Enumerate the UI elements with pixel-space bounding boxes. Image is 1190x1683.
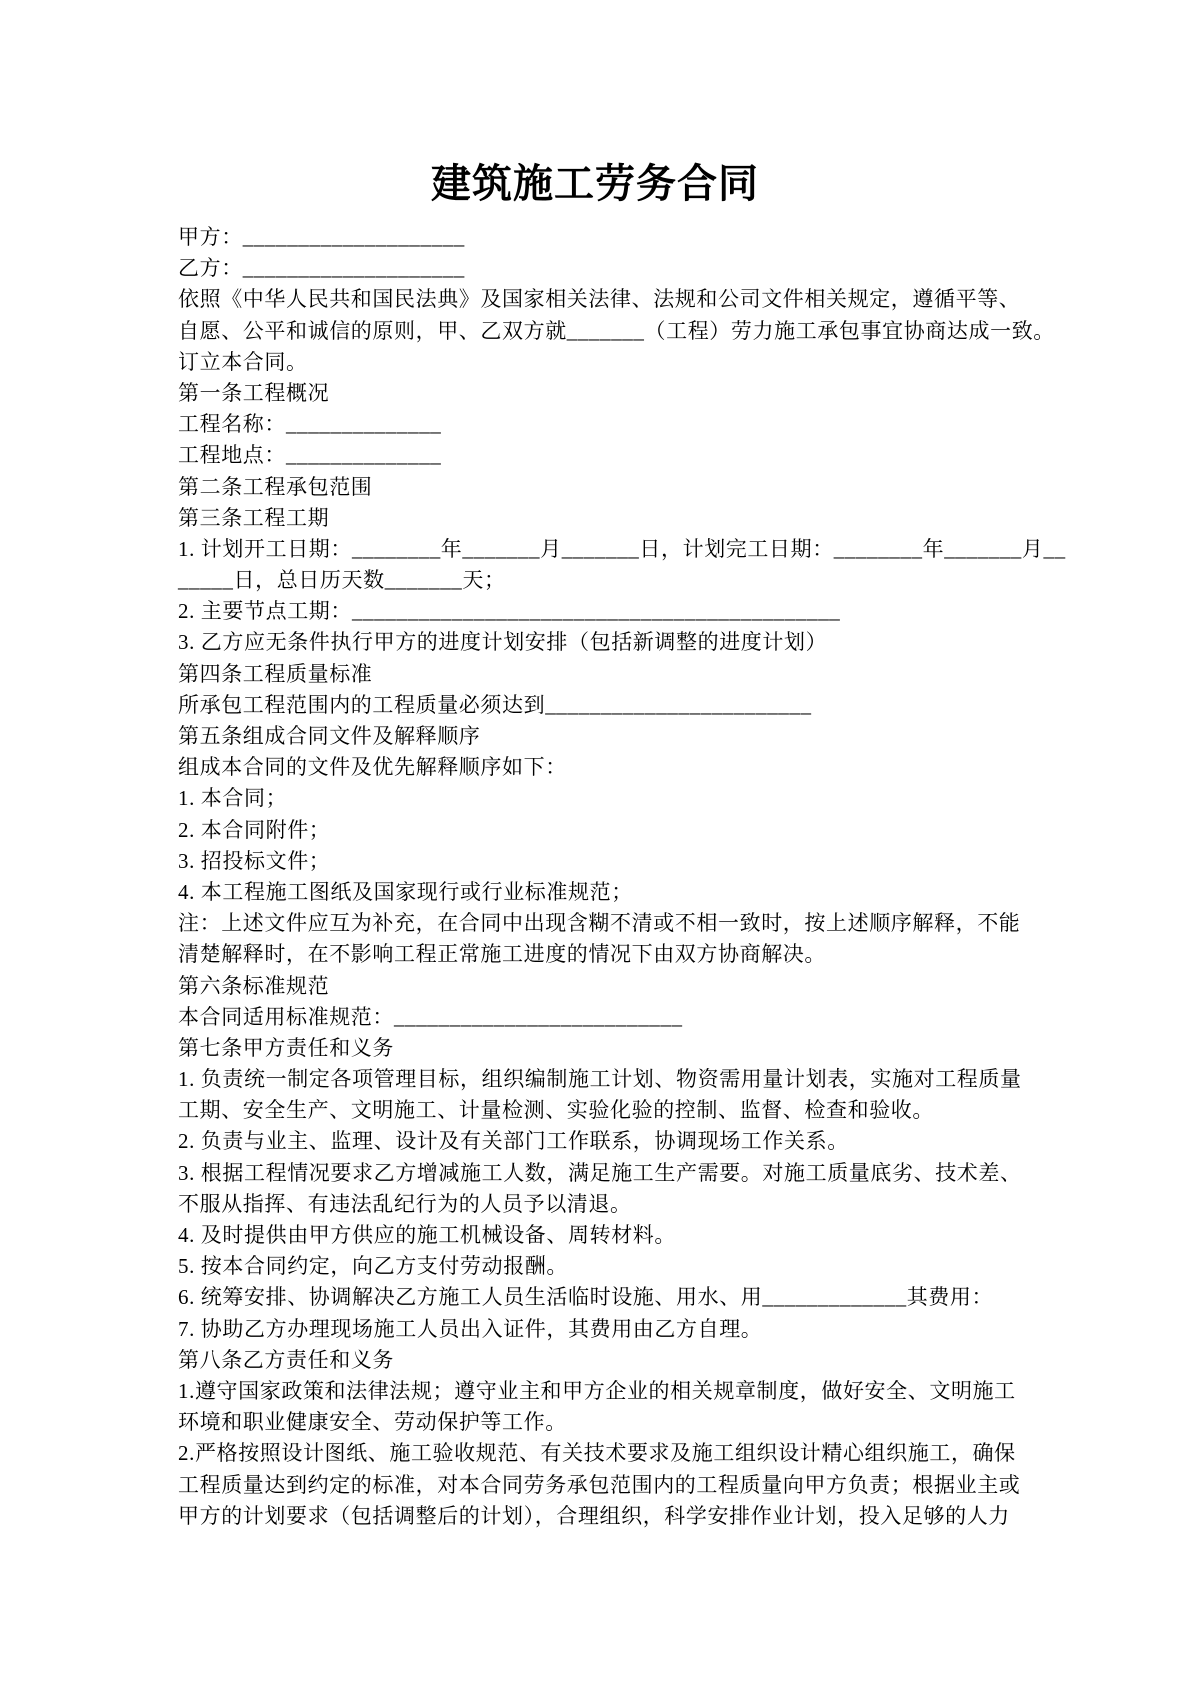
- contract-line: 7. 协助乙方办理现场施工人员出入证件，其费用由乙方自理。: [178, 1316, 763, 1341]
- contract-line: 第四条工程质量标准: [178, 661, 373, 686]
- contract-line: 6. 统筹安排、协调解决乙方施工人员生活临时设施、用水、用_____________其费用：: [178, 1285, 994, 1310]
- contract-line: _____日，总日历天数_______天；: [178, 568, 506, 593]
- contract-line: 3. 乙方应无条件执行甲方的进度计划安排（包括新调整的进度计划）: [178, 630, 828, 655]
- contract-line: 甲方：____________________: [178, 225, 465, 249]
- contract-line: 4. 本工程施工图纸及国家现行或行业标准规范；: [178, 879, 633, 904]
- contract-line: 1. 计划开工日期：________年_______月_______日，计划完工日期：________年_______月__: [178, 536, 1066, 561]
- contract-line: 订立本合同。: [178, 349, 308, 374]
- contract-body: [0, 222, 1190, 1532]
- contract-line: 不服从指挥、有违法乱纪行为的人员予以清退。: [178, 1191, 632, 1216]
- contract-line: 2. 本合同附件；: [178, 817, 331, 842]
- contract-line: 第五条组成合同文件及解释顺序: [178, 724, 481, 748]
- contract-line: 第八条乙方责任和义务: [178, 1347, 394, 1372]
- contract-line: 甲方的计划要求（包括调整后的计划），合理组织，科学安排作业计划，投入足够的人力: [178, 1503, 1010, 1528]
- contract-line: 本合同适用标准规范：__________________________: [178, 1004, 683, 1029]
- contract-line: 工期、安全生产、文明施工、计量检测、实验化验的控制、监督、检查和验收。: [178, 1098, 934, 1123]
- contract-line: 4. 及时提供由甲方供应的施工机械设备、周转材料。: [178, 1223, 676, 1247]
- contract-line: 1.遵守国家政策和法律法规；遵守业主和甲方企业的相关规章制度，做好安全、文明施工: [178, 1378, 1016, 1403]
- contract-line: 第六条标准规范: [178, 973, 330, 998]
- contract-line: 工程质量达到约定的标准，对本合同劳务承包范围内的工程质量向甲方负责；根据业主或: [178, 1472, 1021, 1497]
- contract-line: 5. 按本合同约定，向乙方支付劳动报酬。: [178, 1254, 568, 1279]
- contract-line: 3. 招投标文件；: [178, 848, 331, 873]
- contract-line: 第一条工程概况: [178, 380, 330, 405]
- contract-line: 自愿、公平和诚信的原则，甲、乙双方就_______（工程）劳力施工承包事宜协商达成一致。: [178, 318, 1055, 343]
- contract-line: 工程地点：______________: [178, 443, 442, 468]
- contract-line: 2. 负责与业主、监理、设计及有关部门工作联系，协调现场工作关系。: [178, 1129, 849, 1154]
- contract-line: 组成本合同的文件及优先解释顺序如下：: [178, 755, 567, 780]
- contract-line: 2.严格按照设计图纸、施工验收规范、有关技术要求及施工组织设计精心组织施工，确保: [178, 1441, 1016, 1466]
- contract-line: 第二条工程承包范围: [178, 474, 373, 499]
- document-title: 建筑施工劳务合同: [431, 161, 759, 206]
- contract-line: 依照《中华人民共和国民法典》及国家相关法律、法规和公司文件相关规定，遵循平等、: [178, 287, 1021, 312]
- contract-line: 第七条甲方责任和义务: [178, 1035, 394, 1060]
- contract-line: 第三条工程工期: [178, 505, 330, 530]
- contract-line: 乙方：____________________: [178, 256, 465, 281]
- contract-line: 1. 负责统一制定各项管理目标，组织编制施工计划、物资需用量计划表，实施对工程质量: [178, 1067, 1022, 1092]
- contract-line: 清楚解释时，在不影响工程正常施工进度的情况下由双方协商解决。: [178, 942, 826, 967]
- contract-line: 2. 主要节点工期：____________________________________________: [178, 599, 841, 624]
- contract-line: 3. 根据工程情况要求乙方增减施工人数，满足施工生产需要。对施工质量底劣、技术差、: [178, 1160, 1022, 1185]
- contract-line: 注：上述文件应互为补充，在合同中出现含糊不清或不相一致时，按上述顺序解释，不能: [178, 911, 1021, 936]
- contract-line: 工程名称：______________: [178, 412, 442, 437]
- contract-line: 环境和职业健康安全、劳动保护等工作。: [178, 1410, 567, 1435]
- contract-line: 1. 本合同；: [178, 786, 288, 811]
- contract-line: 所承包工程范围内的工程质量必须达到________________________: [178, 692, 812, 717]
